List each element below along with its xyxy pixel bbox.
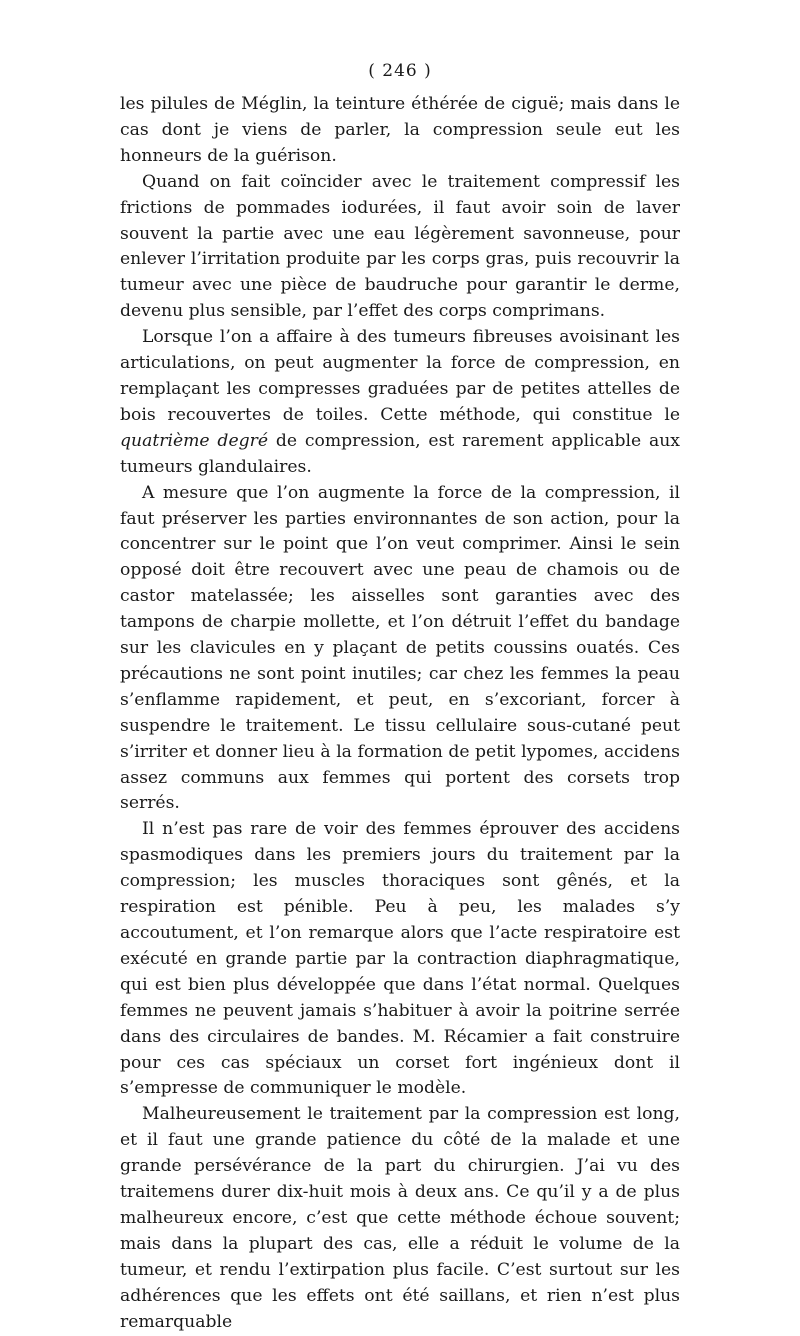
paragraph-3-text-before: Lorsque l’on a affaire à des tumeurs fibreuses avoisinant les articulations, on peut augmenter la force de compression, en remplaçant les compresses graduées par de petites attelles de bois recouvertes de toiles. Cette méthode, qui constitue le [120, 327, 680, 425]
page-number: ( 246 ) [368, 61, 432, 81]
paragraph-2: Quand on fait coïncider avec le traitement compressif les frictions de pommades iodurées, il faut avoir soin de laver souvent la partie avec une eau légèrement savonneuse, pour enlever l’irritation produite par les corps gras, puis recouvrir la tumeur avec une pièce de baudruche pour garantir le derme, devenu plus sensible, par l’effet des corps comprimans. [120, 171, 680, 322]
paragraph-3 [120, 325, 680, 480]
paragraph-4: A mesure que l’on augmente la force de la compression, il faut préserver les parties environnantes de son action, pour la concentrer sur le point que l’on veut comprimer. Ainsi le sein opposé doit être recouvert avec une peau de chamois ou de castor matelassée; les aisselles sont garanties avec des tampons de charpie mollette, et l’on détruit l’effet du bandage sur les clavicules en y plaçant de petits coussins ouatés. Ces précautions ne sont point inutiles; car chez les femmes la peau s’enflamme rapidement, et peut, en s’excoriant, forcer à suspendre le traitement. Le tissu cellulaire sous-cutané peut s’irriter et donner lieu à la formation de petit lypomes, accidens assez communs aux femmes qui portent des corsets trop serrés. [120, 482, 680, 814]
paragraph-5: Il n’est pas rare de voir des femmes éprouver des accidens spasmodiques dans les premiers jours du traitement par la compression; les muscles thoraciques sont gênés, et la respiration est pénible. Peu à peu, les malades s’y accoutument, et l’on remarque alors que l’acte respiratoire est exécuté en grande partie par la contraction diaphragmatique, qui est bien plus développée que dans l’état normal. Quelques femmes ne peuvent jamais s’habituer à avoir la poitrine serrée dans des circulaires de bandes. M. Récamier a fait construire pour ces cas spéciaux un corset fort ingénieux dont il s’empresse de communiquer le modèle. [120, 819, 680, 1099]
paragraph-3-italic-term: quatrième degré [120, 430, 268, 451]
paragraph-3-text-after: de compression, est rarement applicable aux tumeurs glandulaires. [120, 430, 680, 477]
paragraph-1: les pilules de Méglin, la teinture éthérée de ciguë; mais dans le cas dont je viens de parler, la compression seule eut les honneurs de la guérison. [120, 94, 680, 166]
book-page [120, 60, 680, 1336]
paragraph-6: Malheureusement le traitement par la compression est long, et il faut une grande patience du côté de la malade et une grande persévérance de la part du chirurgien. J’ai vu des traitemens durer dix-huit mois à deux ans. Ce qu’il y a de plus malheureux encore, c’est que cette méthode échoue souvent; mais dans la plupart des cas, elle a réduit le volume de la tumeur, et rendu l’extirpation plus facile. C’est surtout sur les adhérences que les effets ont été saillans, et rien n’est plus remarquable [120, 1104, 680, 1332]
